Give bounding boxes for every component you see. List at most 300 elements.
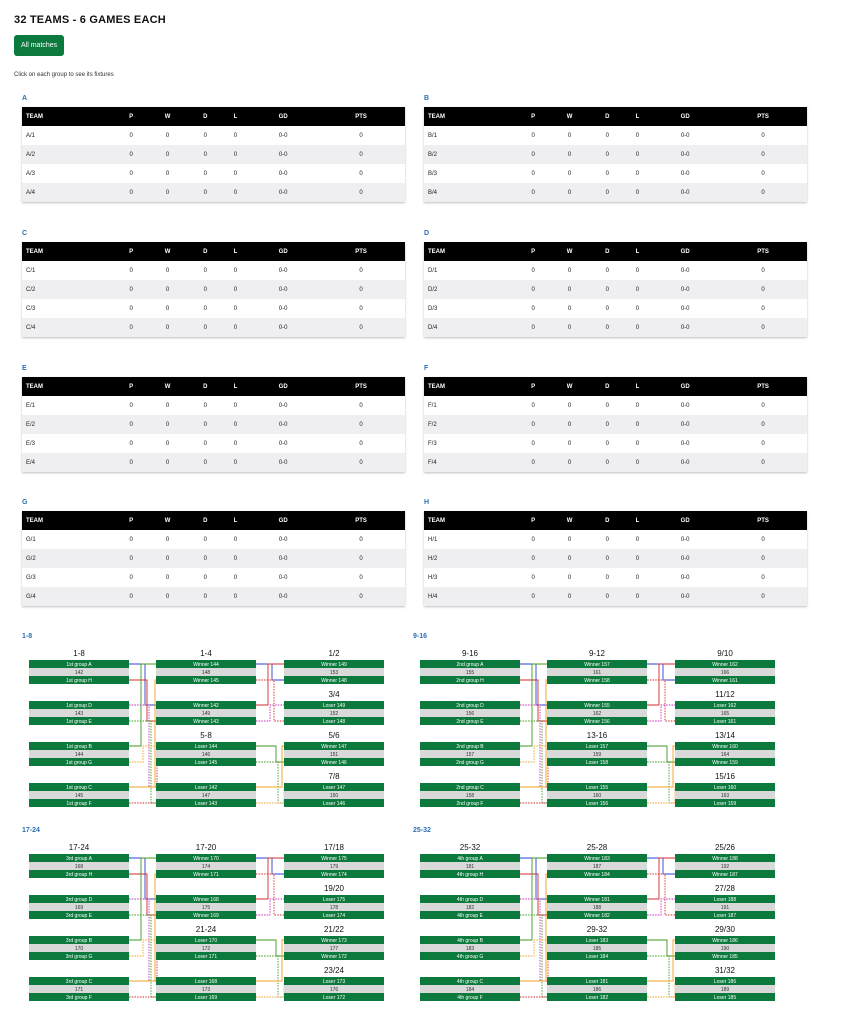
column-header: PTS — [317, 377, 405, 396]
team-bottom-label: 1st group G — [65, 760, 93, 766]
table-row — [424, 549, 807, 568]
group-c-link[interactable]: C — [22, 230, 28, 237]
group-h-panel — [424, 497, 807, 606]
table-cell: 0 — [203, 132, 207, 139]
team-bottom-label: Winner 182 — [584, 913, 610, 919]
match-card[interactable] — [420, 895, 520, 919]
match-card[interactable] — [547, 783, 647, 807]
match-card[interactable] — [675, 854, 775, 878]
match-card[interactable] — [675, 742, 775, 766]
match-number: 145 — [74, 793, 84, 799]
team-top-label: Winner 170 — [193, 856, 219, 862]
table-cell: 0-0 — [680, 170, 690, 177]
team-top-label: Loser 142 — [194, 785, 218, 791]
bracket-connector — [129, 680, 156, 787]
match-card[interactable] — [156, 854, 256, 878]
round-label: 21-24 — [195, 925, 217, 934]
bracket-title: 1-8 — [22, 633, 33, 640]
table-cell: 0 — [146, 415, 189, 434]
team-bottom-label: Winner 187 — [712, 872, 738, 878]
table-row — [424, 453, 807, 472]
table-cell: 0 — [518, 183, 548, 202]
match-card[interactable] — [29, 977, 129, 1001]
table-cell: 0 — [222, 587, 250, 606]
team-top-label: 4th group B — [457, 938, 483, 944]
table-cell: 0-0 — [278, 305, 288, 312]
table-cell: 0 — [317, 549, 405, 568]
match-number: 144 — [74, 752, 84, 758]
table-cell: 0 — [146, 318, 189, 337]
match-card[interactable] — [156, 701, 256, 725]
table-cell: 0 — [719, 415, 807, 434]
table-cell: 0-0 — [651, 453, 719, 472]
round-label: 31/32 — [714, 966, 736, 975]
table-cell: C/2 — [22, 280, 116, 299]
match-number: 185 — [592, 946, 602, 952]
column-header: GD — [249, 242, 317, 261]
match-card[interactable] — [29, 783, 129, 807]
team-top-label: 2nd group D — [456, 703, 484, 709]
column-header: D — [591, 511, 624, 530]
table-cell: 0 — [567, 574, 572, 581]
standings-table — [424, 107, 807, 202]
team-top-label: Loser 183 — [585, 938, 609, 944]
team-top-label: 2nd group C — [456, 785, 484, 791]
table-cell: E/4 — [22, 453, 116, 472]
table-cell: 0 — [317, 280, 405, 299]
table-cell: 0 — [761, 536, 765, 543]
match-card[interactable] — [420, 977, 520, 1001]
table-row — [22, 530, 405, 549]
table-row — [424, 261, 807, 280]
table-cell: 0-0 — [651, 280, 719, 299]
bracket-title: 25-32 — [413, 827, 431, 834]
bracket-connector — [256, 787, 284, 803]
table-cell: 0-0 — [651, 587, 719, 606]
table-cell: G/3 — [26, 574, 36, 581]
bracket-connector — [129, 762, 157, 803]
column-header: P — [518, 242, 548, 261]
round-label: 9-16 — [461, 649, 479, 658]
table-cell: 0 — [591, 145, 624, 164]
all-matches-button[interactable]: All matches — [14, 35, 64, 56]
match-number: 158 — [465, 793, 475, 799]
match-card[interactable] — [156, 977, 256, 1001]
match-card[interactable] — [420, 660, 520, 684]
table-cell: 0-0 — [278, 267, 288, 274]
team-top-label: Winner 157 — [584, 662, 610, 668]
team-top-label: 3rd group B — [65, 938, 93, 944]
bracket-connector — [647, 940, 675, 956]
bracket-connector — [520, 746, 547, 762]
team-bottom-label: Loser 182 — [585, 995, 609, 1001]
table-cell: 0-0 — [278, 132, 288, 139]
table-cell: A/3 — [26, 170, 36, 177]
table-cell: 0-0 — [249, 587, 317, 606]
page-title: 32 TEAMS - 6 GAMES EACH — [14, 14, 166, 26]
bracket-connector — [520, 940, 547, 956]
team-bottom-label: 4th group E — [457, 913, 483, 919]
table-cell: B/3 — [428, 170, 438, 177]
match-card[interactable] — [284, 977, 384, 1001]
column-header: D — [189, 511, 222, 530]
group-e-panel — [22, 363, 405, 472]
table-cell: 0-0 — [651, 415, 719, 434]
table-cell: 0 — [531, 132, 535, 139]
match-number: 170 — [74, 946, 84, 952]
match-card[interactable] — [29, 895, 129, 919]
table-cell: 0 — [222, 183, 250, 202]
column-header: TEAM — [22, 511, 116, 530]
table-cell: 0 — [203, 267, 207, 274]
group-d-panel — [424, 228, 807, 337]
column-header: P — [116, 377, 146, 396]
team-bottom-label: 4th group F — [457, 995, 483, 1001]
table-cell: 0-0 — [249, 453, 317, 472]
team-bottom-label: Winner 159 — [712, 760, 738, 766]
match-number: 142 — [74, 670, 84, 676]
table-row — [22, 145, 405, 164]
fixtures-hint: Click on each group to see its fixtures — [14, 72, 114, 78]
match-card[interactable] — [284, 895, 384, 919]
column-header: GD — [249, 107, 317, 126]
match-card[interactable] — [420, 742, 520, 766]
match-number: 183 — [465, 946, 475, 952]
table-cell: 0 — [129, 574, 133, 581]
match-number: 192 — [720, 864, 730, 870]
team-bottom-label: Loser 185 — [713, 995, 737, 1001]
table-row — [22, 587, 405, 606]
match-number: 179 — [329, 864, 339, 870]
table-cell: 0 — [761, 440, 765, 447]
table-cell: E/3 — [26, 440, 36, 447]
table-cell: 0 — [222, 453, 250, 472]
table-cell: 0 — [189, 183, 222, 202]
match-card[interactable] — [675, 660, 775, 684]
table-cell: H/2 — [424, 549, 518, 568]
table-row — [22, 568, 405, 587]
group-d-link[interactable]: D — [424, 230, 430, 237]
match-card[interactable] — [29, 936, 129, 960]
table-cell: 0 — [635, 402, 640, 409]
match-card[interactable] — [284, 936, 384, 960]
table-cell: 0 — [548, 587, 591, 606]
table-cell: 0 — [203, 536, 207, 543]
match-card[interactable] — [284, 701, 384, 725]
table-cell: B/4 — [424, 183, 518, 202]
match-card[interactable] — [29, 854, 129, 878]
match-number: 159 — [592, 752, 602, 758]
match-card[interactable] — [420, 854, 520, 878]
match-card[interactable] — [547, 742, 647, 766]
group-e-link[interactable]: E — [22, 365, 27, 372]
team-top-label: Loser 157 — [585, 744, 609, 750]
table-cell: 0 — [605, 402, 609, 409]
table-cell: 0 — [165, 170, 170, 177]
round-label: 17/18 — [323, 843, 345, 852]
table-cell: 0 — [203, 305, 207, 312]
match-card[interactable] — [284, 660, 384, 684]
table-row — [424, 568, 807, 587]
table-cell: 0 — [605, 574, 609, 581]
match-card[interactable] — [675, 977, 775, 1001]
table-cell: 0 — [233, 132, 238, 139]
match-card[interactable] — [284, 783, 384, 807]
table-cell: 0 — [317, 318, 405, 337]
round-label: 21/22 — [323, 925, 345, 934]
team-bottom-label: 2nd group H — [456, 678, 484, 684]
table-cell: 0-0 — [249, 183, 317, 202]
table-cell: 0 — [761, 170, 765, 177]
team-top-label: Winner 162 — [712, 662, 738, 668]
match-card[interactable] — [547, 977, 647, 1001]
table-cell: 0-0 — [249, 145, 317, 164]
team-bottom-label: Loser 172 — [322, 995, 346, 1001]
bracket-connector — [520, 874, 547, 981]
table-cell: 0 — [233, 536, 238, 543]
match-card[interactable] — [675, 783, 775, 807]
team-top-label: Winner 188 — [712, 856, 738, 862]
table-cell: 0 — [189, 549, 222, 568]
match-card[interactable] — [156, 660, 256, 684]
team-bottom-label: Winner 145 — [193, 678, 219, 684]
group-b-link[interactable]: B — [424, 95, 430, 102]
column-header: W — [548, 377, 591, 396]
match-card[interactable] — [284, 854, 384, 878]
team-bottom-label: 2nd group E — [456, 719, 484, 725]
table-cell: 0 — [116, 145, 146, 164]
team-top-label: Winner 142 — [193, 703, 219, 709]
column-header: D — [591, 242, 624, 261]
match-number: 178 — [329, 905, 339, 911]
team-bottom-label: Winner 172 — [321, 954, 347, 960]
standings-table — [22, 242, 405, 337]
match-number: 181 — [465, 864, 475, 870]
match-card[interactable] — [420, 936, 520, 960]
table-row — [424, 183, 807, 202]
table-cell: 0-0 — [680, 536, 690, 543]
match-number: 189 — [720, 987, 730, 993]
bracket-connector — [647, 762, 675, 803]
bracket-connector — [647, 858, 675, 874]
column-header: W — [548, 511, 591, 530]
group-g-link[interactable]: G — [22, 499, 28, 506]
column-header: D — [189, 107, 222, 126]
match-card[interactable] — [29, 742, 129, 766]
column-header: P — [518, 377, 548, 396]
bracket-connector — [256, 858, 284, 899]
table-cell: 0-0 — [651, 318, 719, 337]
table-cell: 0 — [116, 453, 146, 472]
table-cell: 0 — [146, 145, 189, 164]
round-label: 17-24 — [68, 843, 90, 852]
match-number: 162 — [592, 711, 602, 717]
table-cell: E/1 — [26, 402, 36, 409]
column-header: D — [591, 107, 624, 126]
match-card[interactable] — [420, 701, 520, 725]
bracket-connector — [520, 680, 547, 787]
column-header: TEAM — [22, 242, 116, 261]
table-cell: 0-0 — [680, 440, 690, 447]
round-label: 15/16 — [714, 772, 736, 781]
bracket-connector — [647, 787, 675, 803]
table-cell: 0 — [567, 170, 572, 177]
table-cell: F/2 — [424, 415, 518, 434]
table-cell: 0 — [531, 440, 535, 447]
round-label: 11/12 — [715, 690, 735, 699]
table-cell: 0 — [605, 132, 609, 139]
column-header: L — [624, 377, 652, 396]
team-bottom-label: 3rd group G — [65, 954, 93, 960]
table-cell: 0 — [518, 318, 548, 337]
match-card[interactable] — [156, 783, 256, 807]
team-bottom-label: Loser 156 — [585, 801, 609, 807]
team-top-label: 2nd group A — [456, 662, 484, 668]
group-f-link[interactable]: F — [424, 365, 429, 372]
table-cell: 0 — [116, 587, 146, 606]
table-cell: 0 — [567, 536, 572, 543]
bracket-17-24 — [22, 827, 405, 1007]
table-cell: 0 — [129, 170, 133, 177]
table-cell: 0 — [531, 574, 535, 581]
match-number: 182 — [465, 905, 475, 911]
table-row — [424, 587, 807, 606]
bracket-connector — [256, 940, 284, 956]
table-cell: 0-0 — [651, 183, 719, 202]
table-cell: 0 — [165, 402, 170, 409]
column-header: TEAM — [22, 107, 116, 126]
match-card[interactable] — [29, 660, 129, 684]
match-card[interactable] — [547, 660, 647, 684]
bracket-connector — [256, 899, 284, 915]
match-card[interactable] — [284, 742, 384, 766]
bracket-connector — [647, 899, 675, 915]
column-header: P — [116, 242, 146, 261]
table-cell: 0 — [531, 267, 535, 274]
bracket-connector — [256, 940, 284, 981]
column-header: TEAM — [424, 107, 518, 126]
match-card[interactable] — [29, 701, 129, 725]
bracket-title: 17-24 — [22, 827, 40, 834]
group-f-panel — [424, 363, 807, 472]
column-header: D — [189, 377, 222, 396]
table-cell: 0 — [116, 280, 146, 299]
table-cell: 0 — [129, 305, 133, 312]
table-cell: C/4 — [22, 318, 116, 337]
round-label: 9/10 — [717, 649, 733, 658]
column-header: PTS — [719, 107, 807, 126]
bracket-connector — [647, 981, 675, 997]
team-top-label: Winner 175 — [321, 856, 347, 862]
column-header: PTS — [317, 511, 405, 530]
round-label: 13/14 — [714, 731, 736, 740]
table-cell: 0 — [116, 415, 146, 434]
table-cell: 0 — [146, 549, 189, 568]
table-cell: 0 — [129, 402, 133, 409]
match-card[interactable] — [547, 701, 647, 725]
team-bottom-label: Winner 174 — [321, 872, 347, 878]
team-bottom-label: 4th group H — [456, 872, 484, 878]
match-card[interactable] — [675, 936, 775, 960]
match-card[interactable] — [420, 783, 520, 807]
table-cell: 0-0 — [651, 145, 719, 164]
table-row — [22, 280, 405, 299]
match-card[interactable] — [547, 895, 647, 919]
table-cell: 0-0 — [278, 574, 288, 581]
table-cell: F/4 — [424, 453, 518, 472]
team-bottom-label: Loser 174 — [322, 913, 346, 919]
team-top-label: Loser 149 — [322, 703, 346, 709]
match-card[interactable] — [547, 936, 647, 960]
bracket-connector — [256, 956, 284, 997]
group-h-link[interactable]: H — [424, 499, 430, 506]
column-header: PTS — [317, 242, 405, 261]
match-number: 165 — [720, 711, 730, 717]
column-header: GD — [651, 377, 719, 396]
table-cell: 0 — [761, 267, 765, 274]
match-card[interactable] — [156, 895, 256, 919]
match-number: 161 — [592, 670, 602, 676]
table-cell: 0 — [605, 440, 609, 447]
table-cell: 0 — [719, 318, 807, 337]
table-cell: 0 — [605, 536, 609, 543]
bracket-connector — [520, 762, 548, 803]
table-cell: A/4 — [22, 183, 116, 202]
table-row — [424, 299, 807, 318]
column-header: TEAM — [424, 511, 518, 530]
bracket-connector — [129, 874, 156, 915]
team-top-label: Loser 144 — [194, 744, 218, 750]
table-cell: 0 — [567, 132, 572, 139]
column-header: W — [548, 242, 591, 261]
match-card[interactable] — [675, 895, 775, 919]
table-row — [22, 396, 405, 415]
match-card[interactable] — [675, 701, 775, 725]
team-top-label: 1st group B — [66, 744, 92, 750]
team-top-label: 1st group D — [66, 703, 92, 709]
team-bottom-label: Winner 158 — [584, 678, 610, 684]
team-bottom-label: Winner 161 — [712, 678, 738, 684]
table-cell: 0 — [233, 574, 238, 581]
standings-table — [424, 511, 807, 606]
table-cell: 0 — [567, 440, 572, 447]
table-cell: 0 — [317, 145, 405, 164]
team-top-label: 3rd group A — [66, 856, 92, 862]
table-cell: F/1 — [428, 402, 437, 409]
team-bottom-label: 3rd group E — [65, 913, 93, 919]
column-header: PTS — [719, 511, 807, 530]
table-row — [424, 396, 807, 415]
team-top-label: Winner 147 — [321, 744, 347, 750]
team-top-label: 4th group C — [456, 979, 484, 985]
table-cell: F/3 — [428, 440, 437, 447]
table-cell: 0 — [189, 145, 222, 164]
match-card[interactable] — [156, 936, 256, 960]
table-cell: 0 — [591, 183, 624, 202]
team-bottom-label: Loser 148 — [322, 719, 346, 725]
match-card[interactable] — [156, 742, 256, 766]
table-cell: 0 — [189, 453, 222, 472]
table-cell: 0 — [531, 170, 535, 177]
bracket-connector — [129, 664, 156, 705]
match-card[interactable] — [547, 854, 647, 878]
team-top-label: 3rd group D — [65, 897, 93, 903]
table-cell: 0 — [146, 587, 189, 606]
bracket-connector — [256, 746, 284, 762]
group-a-link[interactable]: A — [22, 95, 28, 102]
column-header: P — [116, 107, 146, 126]
team-top-label: Winner 160 — [712, 744, 738, 750]
